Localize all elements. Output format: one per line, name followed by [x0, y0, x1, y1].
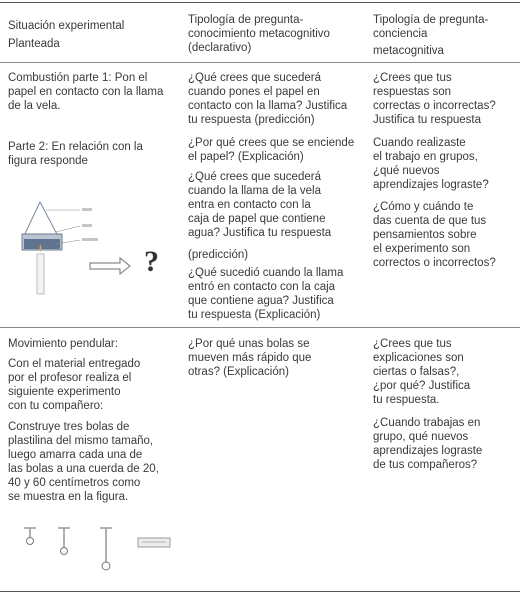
row1-conciencia-3: ¿Cómo y cuándo te das cuenta de que tus pensamientos sobre el experimento son correctos o incorrectos? [373, 201, 496, 269]
row1-conciencia-1: ¿Crees que tus respuestas son correctas o incorrectas? Justifica tu respuesta [373, 72, 496, 126]
row1-question-explicacion-1: ¿Por qué crees que se enciende el papel? (Explicación) [188, 137, 355, 163]
table-top-rule [0, 2, 520, 3]
header-conciencia: Tipología de pregunta- conciencia [373, 14, 489, 40]
row1-conciencia-2: Cuando realizaste el trabajo en grupos, ¿qué nuevos aprendizajes lograste? [373, 137, 489, 191]
table-bottom-rule [0, 591, 520, 592]
row2-conciencia-2: ¿Cuando trabajas en grupo, qué nuevos aprendizajes lograste de tus compañeros? [373, 417, 483, 471]
row1-question-prediccion-2: ¿Qué crees que sucederá cuando la llama de la vela entra en contacto con la caja de papel que contiene agua? Justifica tu respuesta [188, 171, 332, 239]
figure-question-mark: ? [144, 245, 159, 278]
row2-conciencia-1: ¿Crees que tus explicaciones son ciertas o falsas?, ¿por qué? Justifica tu respuesta. [373, 338, 471, 406]
row2-situation-construction: Construye tres bolas de plastilina del mismo tamaño, luego amarra cada una de las bolas a una cuerda de 20, 40 y 60 centímetros como se muestra en la figura. [8, 421, 159, 503]
row1-question-explicacion-2: ¿Qué sucedió cuando la llama entró en contacto con la caja que contiene agua? Justifica tu respuesta (Explicación) [188, 267, 344, 321]
row1-situation-text: Combustión parte 1: Pon el papel en contacto con la llama de la vela. [8, 72, 164, 112]
header-situacion: Situación experimental Planteada [8, 20, 125, 50]
pendulum-figure [18, 522, 188, 582]
row2-situation-title: Movimiento pendular: [8, 338, 118, 350]
header-conciencia-2: metacognitiva [373, 45, 444, 57]
row2-question-explicacion: ¿Por qué unas bolas se mueven más rápido que otras? (Explicación) [188, 338, 312, 378]
header-conocimiento: Tipología de pregunta- conocimiento metacognitivo (declarativo) [188, 14, 330, 54]
row1-situation-part2: Parte 2: En relación con la figura responde [8, 141, 143, 167]
header-bottom-rule [0, 62, 520, 63]
row2-situation-instructions: Con el material entregado por el profesor realiza el siguiente experimento con tu compañero: [8, 358, 141, 412]
row1-bottom-rule [0, 327, 520, 328]
row1-question-prediccion-1: ¿Qué crees que sucederá cuando pones el papel en contacto con la llama? Justifica tu respuesta (predicción) [188, 72, 348, 126]
row1-question-prediccion-2-label: (predicción) [188, 249, 249, 261]
